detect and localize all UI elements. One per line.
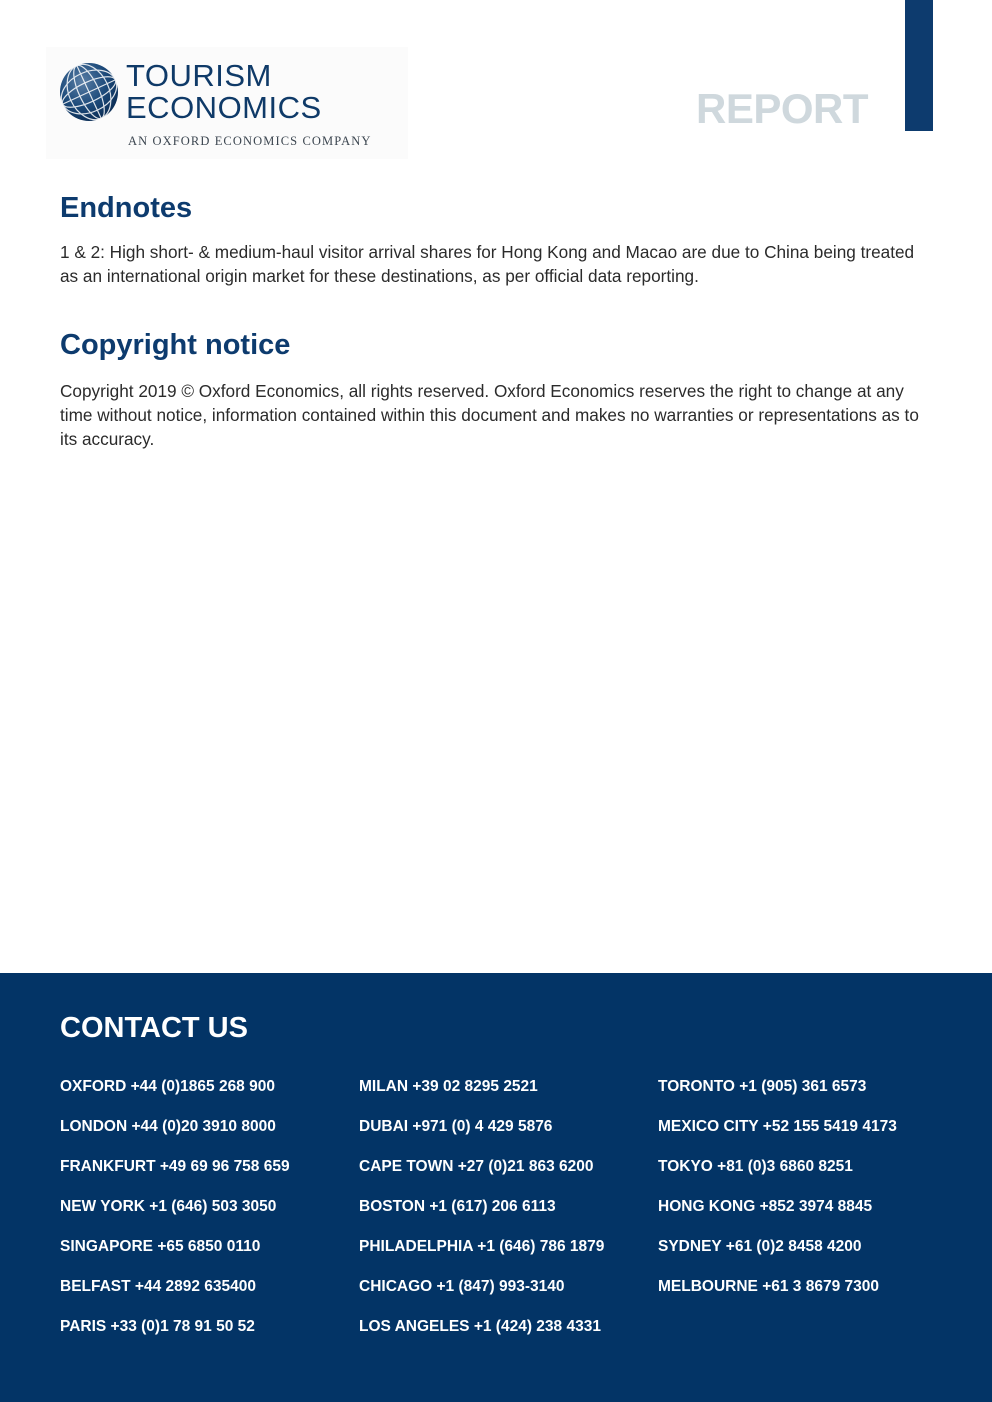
- logo-text-economics: ECONOMICS: [126, 90, 322, 125]
- office-contact: BOSTON +1 (617) 206 6113: [359, 1198, 556, 1215]
- office-contact: LOS ANGELES +1 (424) 238 4331: [359, 1318, 601, 1335]
- logo-text-tourism: TOURISM: [126, 58, 272, 93]
- office-contact: TORONTO +1 (905) 361 6573: [658, 1078, 867, 1095]
- contact-heading: CONTACT US: [60, 1012, 248, 1044]
- contact-column-3: [658, 1077, 897, 1317]
- office-contact: PARIS +33 (0)1 78 91 50 52: [60, 1318, 255, 1335]
- globe-icon: [58, 61, 120, 123]
- contact-footer: [0, 973, 992, 1402]
- contact-column-2: [359, 1077, 604, 1357]
- contact-column-1: [60, 1077, 290, 1357]
- office-contact: MILAN +39 02 8295 2521: [359, 1078, 538, 1095]
- office-contact: SINGAPORE +65 6850 0110: [60, 1238, 261, 1255]
- office-contact: SYDNEY +61 (0)2 8458 4200: [658, 1238, 862, 1255]
- office-contact: OXFORD +44 (0)1865 268 900: [60, 1078, 275, 1095]
- office-contact: MEXICO CITY +52 155 5419 4173: [658, 1118, 897, 1135]
- office-contact: PHILADELPHIA +1 (646) 786 1879: [359, 1238, 605, 1255]
- logo-tagline: AN OXFORD ECONOMICS COMPANY: [128, 134, 372, 148]
- office-contact: DUBAI +971 (0) 4 429 5876: [359, 1118, 553, 1135]
- document-type-label: REPORT: [696, 85, 869, 132]
- company-logo: [46, 47, 408, 159]
- office-contact: FRANKFURT +49 69 96 758 659: [60, 1158, 290, 1175]
- endnotes-heading: Endnotes: [60, 192, 193, 224]
- office-contact: CAPE TOWN +27 (0)21 863 6200: [359, 1158, 594, 1175]
- office-contact: LONDON +44 (0)20 3910 8000: [60, 1118, 276, 1135]
- header-accent-bar: [905, 0, 933, 131]
- office-contact: NEW YORK +1 (646) 503 3050: [60, 1198, 277, 1215]
- office-contact: BELFAST +44 2892 635400: [60, 1278, 257, 1295]
- office-contact: MELBOURNE +61 3 8679 7300: [658, 1278, 879, 1295]
- copyright-text: Copyright 2019 © Oxford Economics, all rights reserved. Oxford Economics reserves the right to change at any time without notice, information contained within this document and makes no warranties or representations as to its accuracy.: [60, 381, 919, 449]
- office-contact: TOKYO +81 (0)3 6860 8251: [658, 1158, 853, 1175]
- office-contact: CHICAGO +1 (847) 993-3140: [359, 1278, 565, 1295]
- copyright-heading: Copyright notice: [60, 329, 291, 361]
- endnotes-text: 1 & 2: High short- & medium-haul visitor arrival shares for Hong Kong and Macao are due to China being treated as an international origin market for these destinations, as per official data reporting.: [60, 242, 915, 286]
- office-contact: HONG KONG +852 3974 8845: [658, 1198, 873, 1215]
